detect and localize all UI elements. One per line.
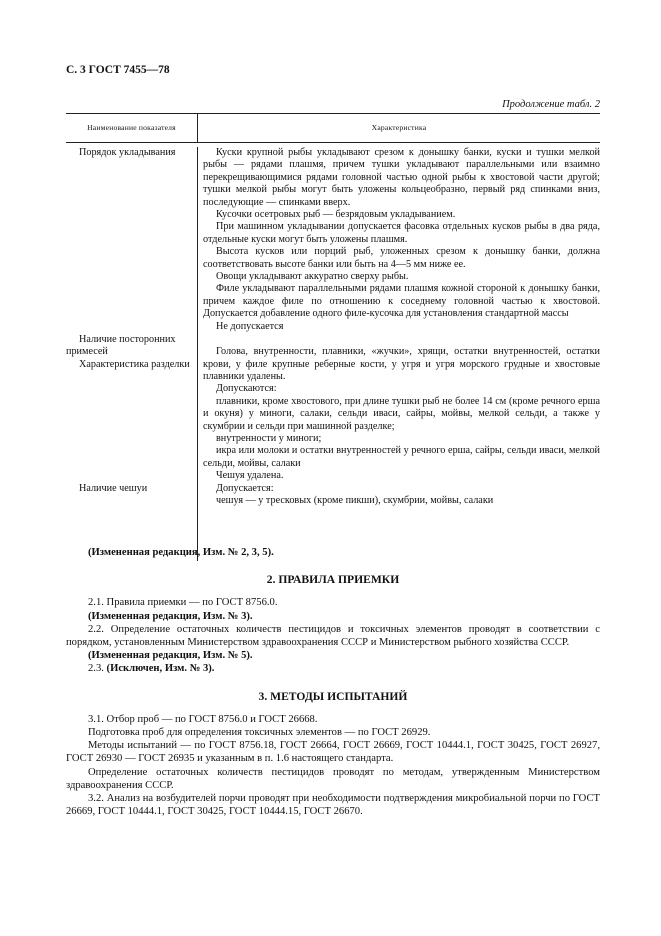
clause-3-1: 3.1. Отбор проб — по ГОСТ 8756.0 и ГОСТ 26668.: [88, 713, 318, 725]
table-paragraph: плавники, кроме хвостового, при длине тушки рыб не более 14 см (кроме речного ерша и окуня) у миноги, салаки, сельди иваси, сайры, мойвы, мелкой сельди, а также у скумбрии и сельди при машинной разделке;: [203, 395, 600, 432]
amendment-note: (Измененная редакция, Изм. № 5).: [88, 650, 253, 662]
clause-3-1-methods: Методы испытаний — по ГОСТ 8756.18, ГОСТ 26664, ГОСТ 26669, ГОСТ 10444.1, ГОСТ 30425, ГОСТ 26927, ГОСТ 26930 — ГОСТ 26935 и указанным в п. 1.6 настоящего стандарта.: [66, 740, 600, 765]
table-paragraph: Голова, внутренности, плавники, «жучки», хрящи, остатки внутренностей, остатки крови, у филе крупные реберные кости, у угря и угря морского грудные и хвостовые плавники удалены.: [203, 346, 600, 382]
table-paragraph: Филе укладывают параллельными рядами плашмя кожной стороной к донышку банки, причем каждое филе по отношению к соседнему головной частью к хвостовой. Допускается добавление одного филе-кусочка для установления стандартной массы: [203, 283, 600, 320]
table-paragraph: Куски крупной рыбы укладывают срезом к донышку банки, куски и тушки мелкой рыбы — рядами плашмя, причем тушки укладывают параллельными или взаимно перекрещивающимися рядами головной частью одной рыбы к хвостовой части другой; тушки мелкой рыбы могут быть уложены кольцеобразно, первый ряд спинками вниз, последующие — спинками вверх.: [203, 147, 600, 208]
clause-2-1: 2.1. Правила приемки — по ГОСТ 8756.0.: [88, 597, 278, 609]
table-paragraph: Чешуя удалена.: [216, 470, 284, 482]
table-paragraph: Допускаются:: [216, 383, 277, 395]
clause-number: 2.3.: [88, 663, 104, 675]
page-header: С. 3 ГОСТ 7455—78: [66, 64, 170, 76]
clause-3-1-sample-prep: Подготовка проб для определения токсичных элементов — по ГОСТ 26929.: [88, 727, 431, 739]
table-header: [66, 113, 600, 143]
table-paragraph: Кусочки осетровых рыб — безрядовым укладыванием.: [216, 209, 456, 221]
row-label-packing-order: Порядок укладывания: [79, 147, 176, 158]
table-paragraph: Высота кусков или порций рыб, уложенных срезом к донышку банки, должна соответствовать высоте банки или быть на 4—5 мм ниже ее.: [203, 246, 600, 270]
characteristic-column: [198, 147, 600, 561]
table-paragraph: Овощи укладывают аккуратно сверху рыбы.: [216, 271, 409, 283]
table-paragraph: При машинном укладывании допускается фасовка отдельных кусков рыбы в два ряда, отдельные куски могут быть уложены плашмя.: [203, 221, 600, 245]
column-header-indicator: Наименование показателя: [66, 114, 198, 142]
table-paragraph: Не допускается: [216, 320, 284, 332]
clause-3-1-pesticides: Определение остаточных количеств пестицидов проводят по методам, утвержденным Министерством здравоохранения СССР.: [66, 766, 600, 791]
row-label-cutting: Характеристика разделки: [79, 359, 190, 370]
table-paragraph: чешуя — у тресковых (кроме пикши), скумбрии, мойвы, салаки: [216, 494, 494, 506]
table-paragraph: внутренности у миноги;: [216, 432, 322, 444]
clause-2-3: [66, 662, 600, 675]
clause-2-2: 2.2. Определение остаточных количеств пестицидов и токсичных элементов проводят в соответствии с порядком, установленным Министерством здравоохранения СССР и Министерством рыбного хозяйства СССР.: [66, 623, 600, 649]
row-foreign-impurities: [203, 321, 600, 333]
row-cutting: [203, 346, 600, 470]
table-continuation-label: Продолжение табл. 2: [502, 99, 600, 110]
clause-3-2: 3.2. Анализ на возбудителей порчи проводят при необходимости подтверждения микробиальной порчи по ГОСТ 26669, ГОСТ 10444.1, ГОСТ 30425, ГОСТ 10444.15, ГОСТ 26670.: [66, 793, 600, 818]
document-body: [66, 546, 600, 818]
row-scales: [203, 470, 600, 507]
indicator-column: [66, 147, 198, 561]
amendment-note: (Измененная редакция, Изм. № 2, 3, 5).: [88, 547, 274, 558]
characteristics-table: [66, 113, 600, 561]
table-body: [66, 143, 600, 561]
amendment-note: (Исключен, Изм. № 3).: [106, 663, 215, 675]
row-packing-order: [203, 147, 600, 321]
row-label-foreign-impurities: Наличие посторонних примесей: [66, 334, 176, 358]
table-paragraph: икра или молоки и остатки внутренностей у речного ерша, сайры, сельди иваси, мелкой сельди, мойвы, салаки: [203, 445, 600, 469]
table-paragraph: Допускается:: [216, 482, 274, 494]
amendment-note: (Измененная редакция, Изм. № 3).: [88, 610, 253, 622]
section-heading-test-methods: 3. МЕТОДЫ ИСПЫТАНИЙ: [258, 689, 408, 703]
row-label-scales: Наличие чешуи: [79, 483, 148, 494]
section-heading-acceptance: 2. ПРАВИЛА ПРИЕМКИ: [266, 573, 400, 587]
column-header-characteristic: Характеристика: [371, 122, 427, 132]
